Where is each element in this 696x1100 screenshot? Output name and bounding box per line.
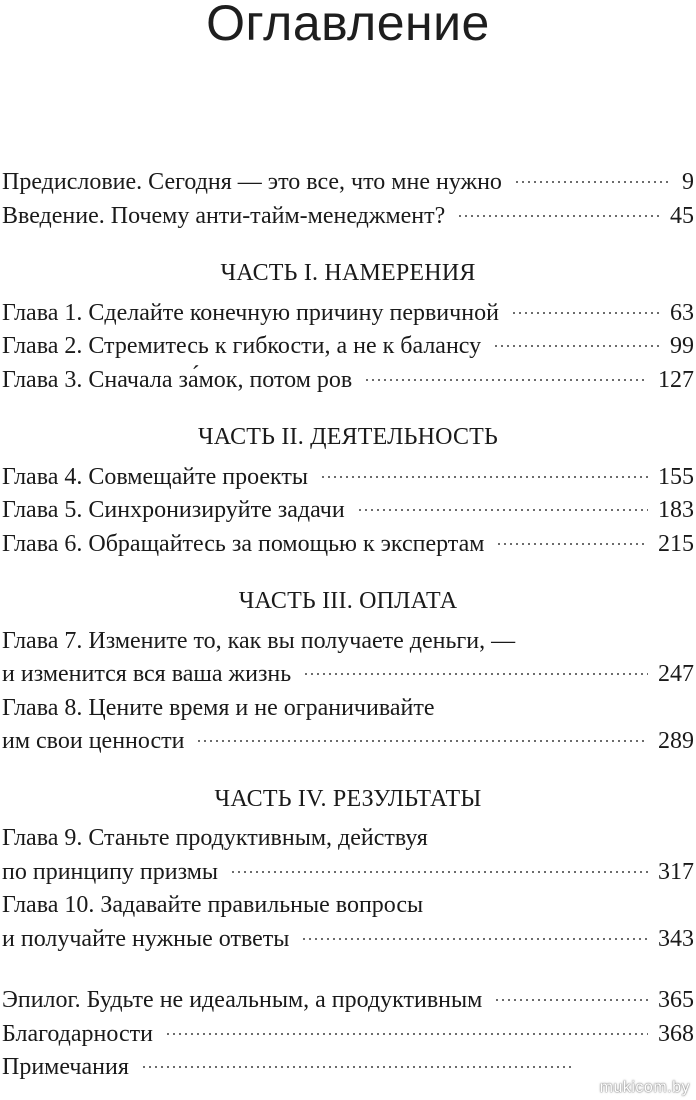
- entry-title-first-line: Глава 10. Задавайте правильные вопросы: [2, 892, 424, 918]
- entry-title: им свои ценности: [2, 728, 185, 754]
- entry-title: по принципу призмы: [2, 858, 219, 885]
- entry-title: Предисловие. Сегодня — это все, что мне нужно: [2, 169, 502, 195]
- dot-leader: [364, 376, 648, 384]
- entry-title: Глава 4. Совмещайте проекты: [2, 463, 308, 490]
- dot-leader: [141, 1063, 574, 1071]
- entry-title: Глава 3. Сначала за́мок, потом ров: [2, 366, 353, 393]
- entry-page: 215: [658, 530, 694, 557]
- entry-page: 45: [670, 202, 694, 229]
- dot-leader: [320, 473, 648, 481]
- toc-entry: [2, 200, 694, 234]
- entry-title-first-line: Глава 7. Измените то, как вы получаете деньги, —: [2, 627, 516, 654]
- toc-entry: [2, 494, 694, 528]
- toc-entry: [2, 461, 694, 495]
- part-heading: ЧАСТЬ II. ДЕЯТЕЛЬНОСТЬ: [197, 424, 499, 450]
- toc-entry: [2, 984, 694, 1018]
- page-title: Оглавление: [206, 0, 490, 51]
- dot-leader: [493, 342, 660, 350]
- entry-page: 9: [682, 169, 694, 195]
- toc-entry: [2, 1051, 694, 1085]
- entry-title-first-line: Глава 9. Станьте продуктивным, действуя: [2, 825, 428, 851]
- entry-page: 343: [658, 925, 694, 952]
- entry-page: 247: [658, 661, 694, 687]
- entry-page: 289: [658, 728, 694, 754]
- entry-page: 317: [658, 858, 694, 885]
- entry-page: 63: [670, 299, 694, 326]
- toc-entry: [2, 528, 694, 562]
- dot-leader: [165, 1030, 648, 1038]
- dot-leader: [303, 670, 648, 678]
- toc-entry: [2, 692, 694, 759]
- entry-page: 368: [658, 1020, 694, 1047]
- entry-title: Глава 2. Стремитесь к гибкости, а не к балансу: [2, 333, 482, 359]
- toc-entry: [2, 822, 694, 889]
- dot-leader: [301, 935, 648, 943]
- entry-title-first-line: Глава 8. Цените время и не ограничивайте: [2, 694, 435, 721]
- dot-leader: [357, 506, 648, 514]
- entry-title: Примечания: [2, 1054, 129, 1080]
- entry-page: 365: [658, 987, 694, 1013]
- entry-title: Благодарности: [2, 1020, 153, 1047]
- toc-entry: [2, 297, 694, 331]
- front-matter: [2, 166, 694, 233]
- toc-entry: [2, 364, 694, 398]
- table-of-contents: [2, 166, 694, 1085]
- part-heading: ЧАСТЬ III. ОПЛАТА: [238, 588, 458, 614]
- dot-leader: [457, 212, 660, 220]
- back-matter: [2, 984, 694, 1085]
- dot-leader: [496, 540, 648, 548]
- toc-entry: [2, 166, 694, 200]
- dot-leader: [494, 996, 648, 1004]
- part-heading: ЧАСТЬ IV. РЕЗУЛЬТАТЫ: [214, 785, 482, 812]
- dot-leader: [196, 737, 648, 745]
- part-heading: ЧАСТЬ I. НАМЕРЕНИЯ: [220, 260, 476, 286]
- entry-title: Глава 5. Синхронизируйте задачи: [2, 497, 345, 523]
- entry-page: 183: [658, 497, 694, 523]
- toc-entry: [2, 625, 694, 692]
- dot-leader: [511, 309, 660, 317]
- entry-title: Эпилог. Будьте не идеальным, а продуктивным: [2, 987, 483, 1013]
- watermark: mukicom.by: [599, 1079, 690, 1096]
- entry-title: Глава 6. Обращайтесь за помощью к экспертам: [2, 530, 485, 557]
- entry-page: 99: [670, 333, 694, 359]
- entry-page: 127: [658, 366, 694, 393]
- toc-entry: [2, 889, 694, 956]
- toc-entry: [2, 1018, 694, 1052]
- entry-title: и получайте нужные ответы: [2, 925, 290, 952]
- dot-leader: [514, 178, 672, 186]
- toc-entry: [2, 330, 694, 364]
- entry-title: Глава 1. Сделайте конечную причину первичной: [2, 299, 499, 326]
- entry-title: Введение. Почему анти-тайм-менеджмент?: [2, 202, 446, 229]
- dot-leader: [230, 868, 648, 876]
- entry-title: и изменится вся ваша жизнь: [2, 661, 292, 687]
- entry-page: 155: [658, 463, 694, 490]
